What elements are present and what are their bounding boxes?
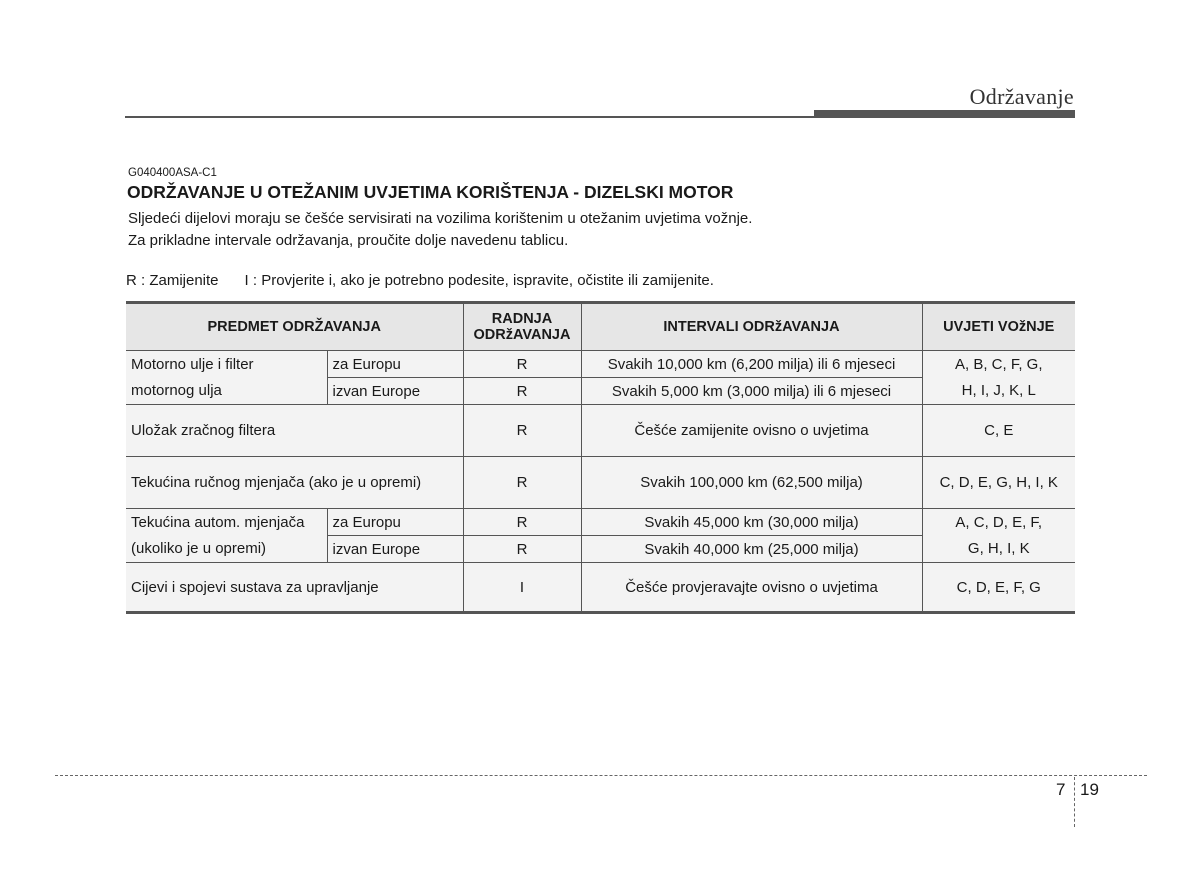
interval-cell: Svakih 45,000 km (30,000 milja) (581, 509, 922, 536)
interval-cell: Svakih 10,000 km (6,200 milja) ili 6 mjeseci (581, 351, 922, 378)
table-row (126, 563, 1075, 613)
col-header-item: PREDMET ODRŽAVANJA (126, 303, 463, 351)
interval-cell: Svakih 100,000 km (62,500 milja) (581, 457, 922, 509)
footer-divider (1074, 777, 1075, 827)
interval-cell: Češće provjeravajte ovisno o uvjetima (581, 563, 922, 613)
intro-line: Sljedeći dijelovi moraju se češće servisirati na vozilima korištenim u otežanim uvjetima vožnje. (128, 210, 753, 227)
action-cell: R (463, 457, 581, 509)
section-title: Održavanje (969, 84, 1074, 109)
conditions-cell: A, C, D, E, F, (922, 509, 1075, 536)
legend (126, 272, 714, 289)
table-row (126, 509, 1075, 536)
sub-cell: za Europu (327, 351, 463, 378)
action-cell: R (463, 509, 581, 536)
action-cell: R (463, 351, 581, 378)
table-row (126, 536, 1075, 563)
item-cell: Uložak zračnog filtera (126, 405, 463, 457)
legend-replace: R : Zamijenite (126, 272, 219, 289)
conditions-cell: A, B, C, F, G, (922, 351, 1075, 378)
page-heading: ODRŽAVANJE U OTEŽANIM UVJETIMA KORIŠTENJA - DIZELSKI MOTOR (127, 182, 734, 202)
header-rule (125, 116, 815, 118)
legend-inspect: I : Provjerite i, ako je potrebno podesite, ispravite, očistite ili zamijenite. (244, 272, 714, 289)
col-header-interval: INTERVALI ODRžAVANJA (581, 303, 922, 351)
action-cell: R (463, 536, 581, 563)
table-header-row (126, 303, 1075, 351)
action-cell: I (463, 563, 581, 613)
item-cell: Motorno ulje i filter (126, 351, 327, 378)
conditions-cell: C, D, E, F, G (922, 563, 1075, 613)
table-row (126, 457, 1075, 509)
table-row (126, 405, 1075, 457)
item-cell: Cijevi i spojevi sustava za upravljanje (126, 563, 463, 613)
item-cell: motornog ulja (126, 378, 327, 405)
sub-cell: za Europu (327, 509, 463, 536)
col-header-action: RADNJA ODRžAVANJA (463, 303, 581, 351)
table-row (126, 351, 1075, 378)
interval-cell: Svakih 40,000 km (25,000 milja) (581, 536, 922, 563)
interval-cell: Češće zamijenite ovisno o uvjetima (581, 405, 922, 457)
action-cell: R (463, 405, 581, 457)
sub-cell: izvan Europe (327, 378, 463, 405)
page-number: 19 (1080, 780, 1099, 799)
conditions-cell: C, E (922, 405, 1075, 457)
action-cell: R (463, 378, 581, 405)
maintenance-table (126, 301, 1075, 614)
item-cell: Tekućina autom. mjenjača (126, 509, 327, 536)
sub-cell: izvan Europe (327, 536, 463, 563)
document-code: G040400ASA-C1 (128, 167, 217, 179)
conditions-cell: H, I, J, K, L (922, 378, 1075, 405)
col-header-conditions: UVJETI VOžNJE (922, 303, 1075, 351)
item-cell: Tekućina ručnog mjenjača (ako je u opremi) (126, 457, 463, 509)
footer-rule (55, 775, 1147, 776)
item-cell: (ukoliko je u opremi) (126, 536, 327, 563)
header-bar (814, 110, 1075, 118)
interval-cell: Svakih 5,000 km (3,000 milja) ili 6 mjeseci (581, 378, 922, 405)
table-row (126, 378, 1075, 405)
intro-text (128, 208, 752, 252)
chapter-number: 7 (1056, 780, 1066, 799)
conditions-cell: G, H, I, K (922, 536, 1075, 563)
intro-line: Za prikladne intervale održavanja, proučite dolje navedenu tablicu. (128, 232, 569, 249)
conditions-cell: C, D, E, G, H, I, K (922, 457, 1075, 509)
